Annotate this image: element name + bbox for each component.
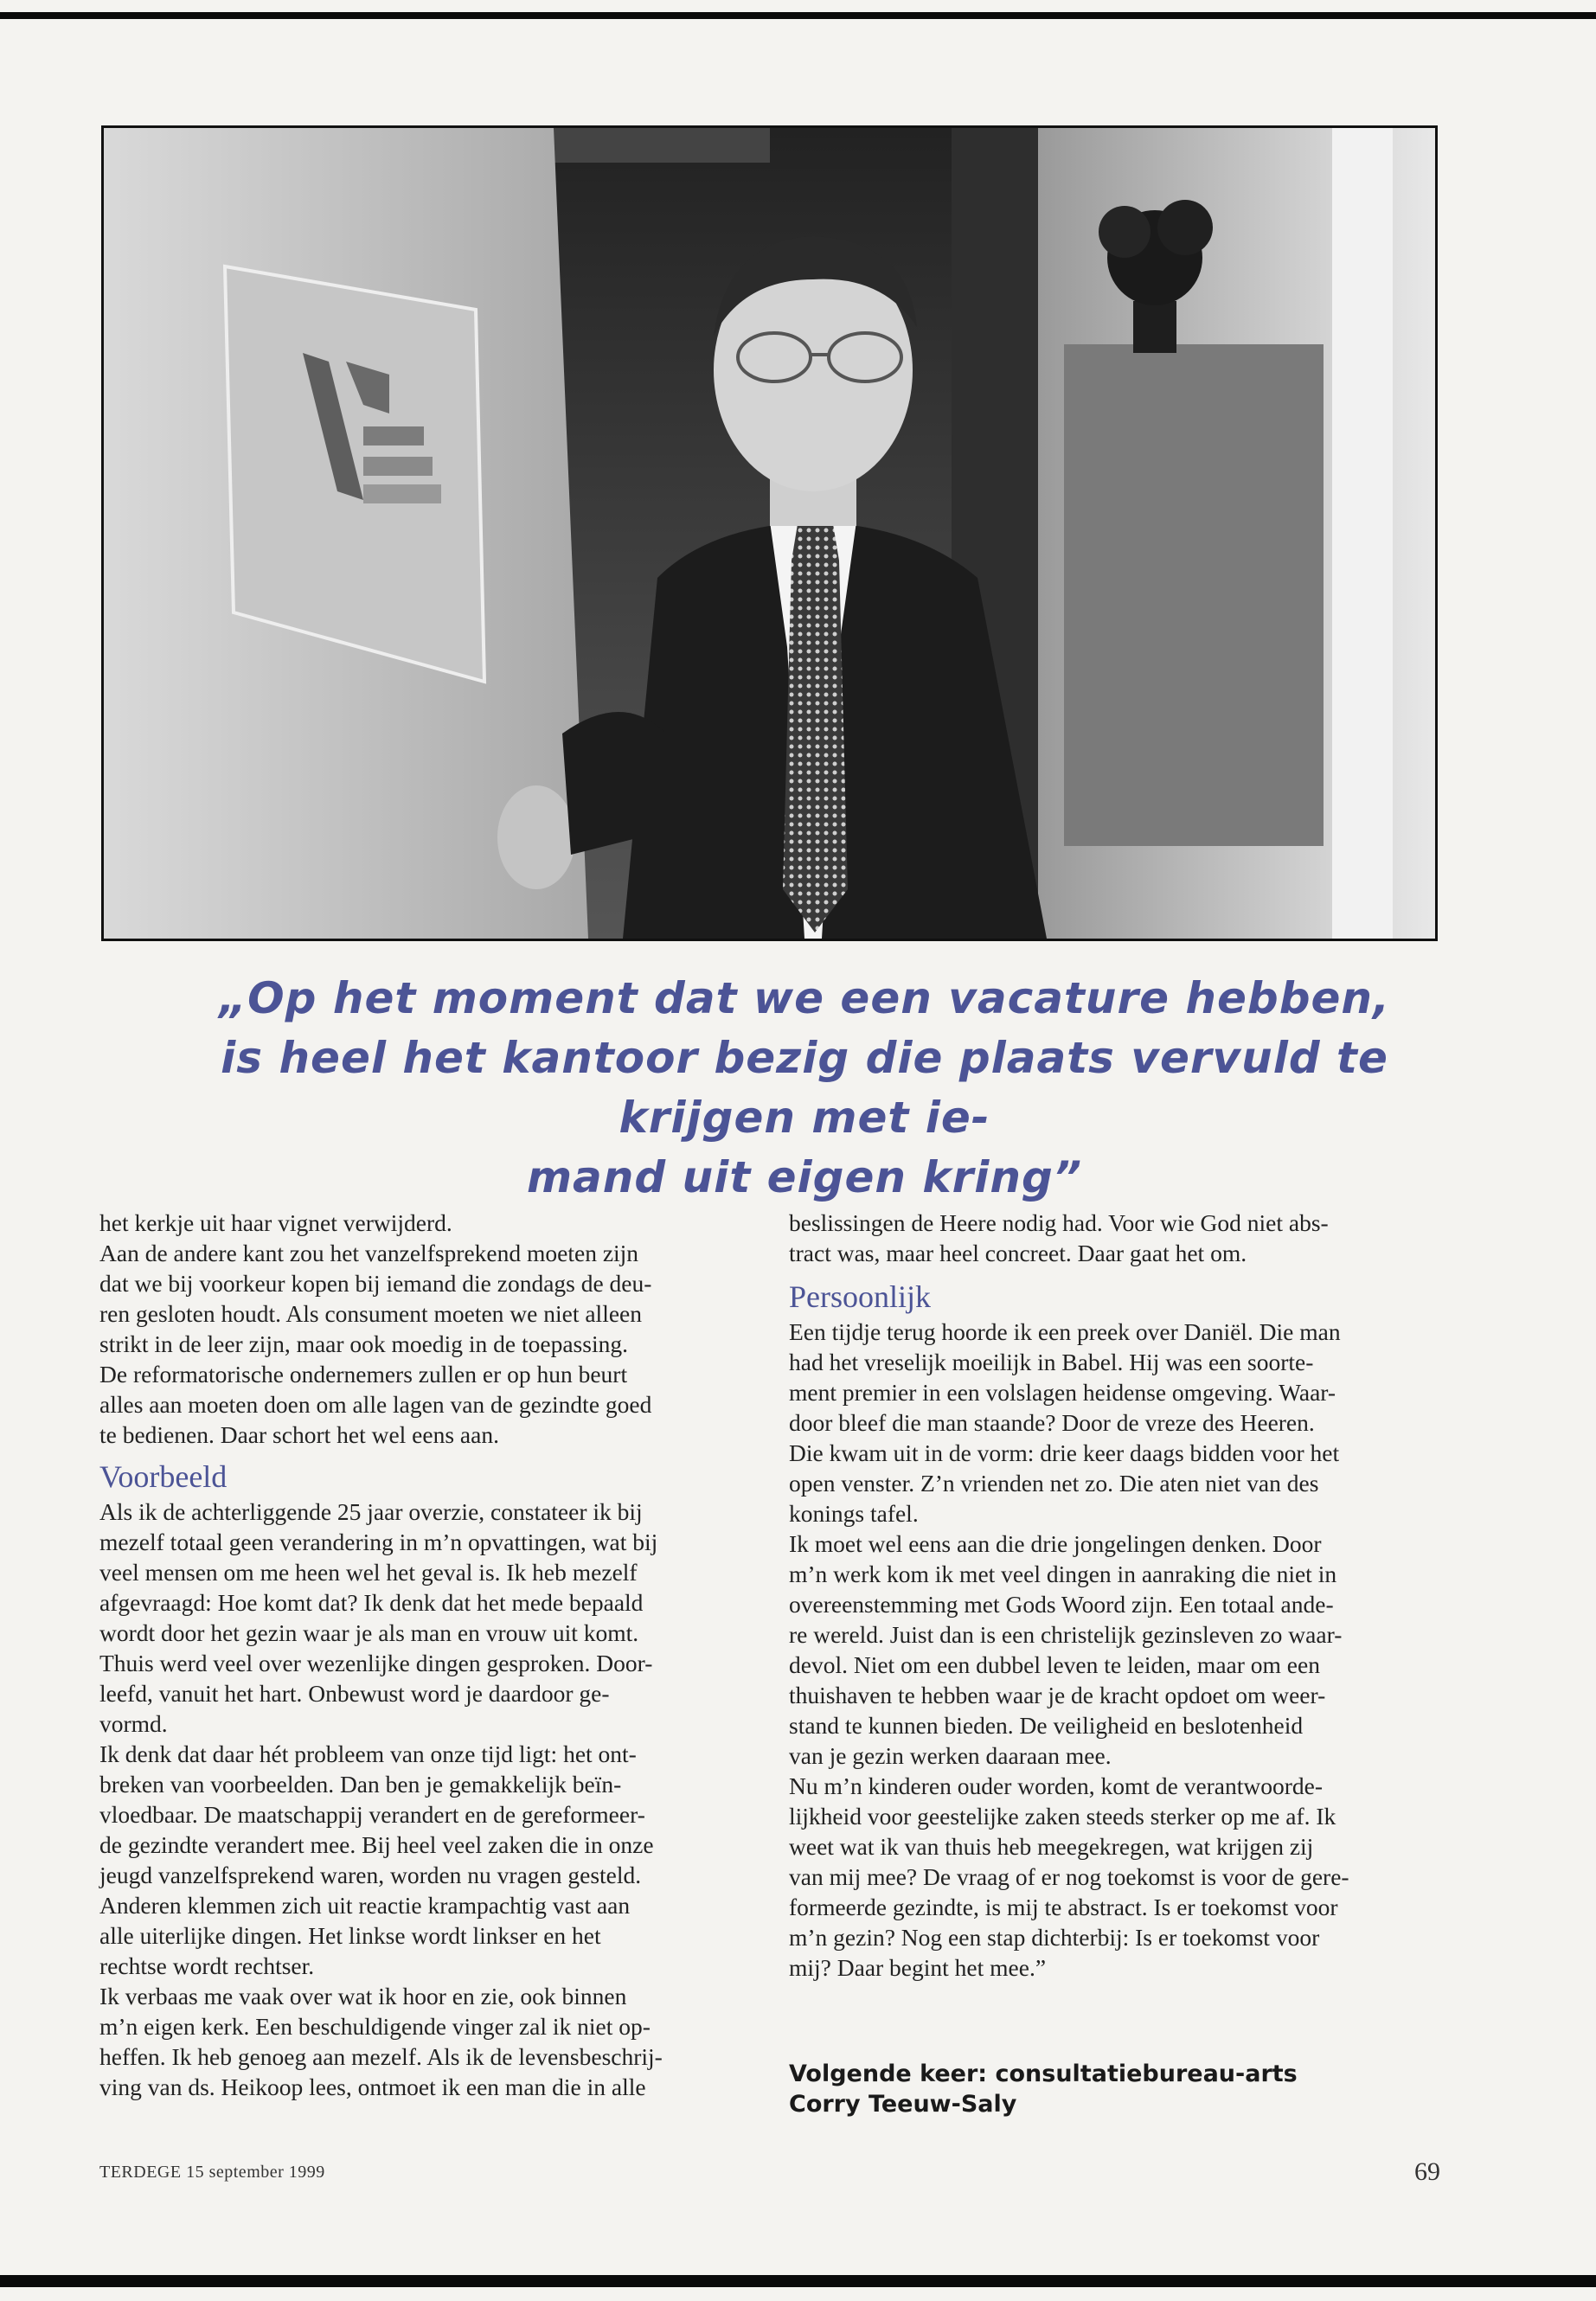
text-line: veel mensen om me heen wel het geval is. Ik heb mezelf <box>99 1559 638 1586</box>
text-line: rechtse wordt rechtser. <box>99 1952 315 1979</box>
text-line: konings tafel. <box>789 1500 919 1527</box>
pull-quote-line-2: is heel het kantoor bezig die plaats vervuld te krijgen met ie- <box>221 1033 1388 1143</box>
left-paragraph-2 <box>99 1497 748 1739</box>
text-line: Ik moet wel eens aan die drie jongelingen denken. Door <box>789 1530 1322 1557</box>
text-line: wordt door het gezin waar je als man en vrouw uit komt. <box>99 1619 639 1646</box>
text-line: Nu m’n kinderen ouder worden, komt de verantwoorde- <box>789 1772 1324 1799</box>
text-line: Die kwam uit in de vorm: drie keer daags bidden voor het <box>789 1439 1340 1466</box>
text-line: ment premier in een volslagen heidense omgeving. Waar- <box>789 1379 1336 1406</box>
text-line: tract was, maar heel concreet. Daar gaat het om. <box>789 1240 1247 1266</box>
text-line: mij? Daar begint het mee.” <box>789 1954 1047 1981</box>
text-line: te bedienen. Daar schort het wel eens aan. <box>99 1421 499 1448</box>
text-line: Ik verbaas me vaak over wat ik hoor en zie, ook binnen <box>99 1983 627 2009</box>
text-line: mezelf totaal geen verandering in m’n opvattingen, wat bij <box>99 1529 658 1555</box>
text-line: de gezindte verandert mee. Bij heel veel zaken die in onze <box>99 1831 654 1858</box>
top-rule <box>0 12 1596 19</box>
text-line: m’n eigen kerk. Een beschuldigende vinger zal ik niet op- <box>99 2013 651 2040</box>
text-line: Aan de andere kant zou het vanzelfsprekend moeten zijn <box>99 1240 639 1266</box>
text-line: open venster. Z’n vrienden net zo. Die aten niet van des <box>789 1470 1319 1497</box>
text-line: lijkheid voor geestelijke zaken steeds sterker op me af. Ik <box>789 1803 1336 1830</box>
bottom-rule <box>0 2275 1596 2287</box>
text-line: had het vreselijk moeilijk in Babel. Hij was een soorte- <box>789 1349 1314 1375</box>
right-paragraph-3 <box>789 1529 1407 1771</box>
section-heading-voorbeeld: Voorbeeld <box>99 1459 228 1494</box>
section-heading-persoonlijk: Persoonlijk <box>789 1279 932 1314</box>
left-paragraph-3 <box>99 1739 748 1981</box>
text-line: formeerde gezindte, is mij te abstract. Is er toekomst voor <box>789 1894 1338 1920</box>
text-line: thuishaven te hebben waar je de kracht opdoet om weer- <box>789 1682 1326 1708</box>
text-line: afgevraagd: Hoe komt dat? Ik denk dat het mede bepaald <box>99 1589 644 1616</box>
text-line: Thuis werd veel over wezenlijke dingen gesproken. Door- <box>99 1650 653 1676</box>
portrait-photo-illustration <box>104 128 1435 939</box>
right-paragraph-2 <box>789 1317 1407 1529</box>
text-line: Als ik de achterliggende 25 jaar overzie, constateer ik bij <box>99 1498 643 1525</box>
right-paragraph-4 <box>789 1771 1407 1983</box>
right-paragraph-1 <box>789 1208 1407 1268</box>
text-line: Een tijdje terug hoorde ik een preek over Daniël. Die man <box>789 1318 1341 1345</box>
text-line: door bleef die man staande? Door de vreze des Heeren. <box>789 1409 1315 1436</box>
pull-quote-line-3: mand uit eigen kring” <box>526 1152 1083 1202</box>
next-episode-note <box>789 2059 1412 2119</box>
text-line: Anderen klemmen zich uit reactie krampachtig vast aan <box>99 1892 631 1919</box>
text-line: alles aan moeten doen om alle lagen van de gezindte goed <box>99 1391 652 1418</box>
text-line: devol. Niet om een dubbel leven te leiden, maar om een <box>789 1651 1320 1678</box>
text-line: jeugd vanzelfsprekend waren, worden nu vragen gesteld. <box>99 1862 642 1888</box>
page-number: 69 <box>1414 2157 1440 2186</box>
footer-publication: TERDEGE 15 september 1999 <box>99 2163 325 2182</box>
text-line: alle uiterlijke dingen. Het linkse wordt linkser en het <box>99 1922 601 1949</box>
right-column <box>789 1208 1407 1983</box>
text-line: heffen. Ik heb genoeg aan mezelf. Als ik de levensbeschrij- <box>99 2043 663 2070</box>
text-line: stand te kunnen bieden. De veiligheid en beslotenheid <box>789 1712 1304 1739</box>
text-line: m’n gezin? Nog een stap dichterbij: Is er toekomst voor <box>789 1924 1320 1951</box>
text-line: leefd, vanuit het hart. Onbewust word je daardoor ge- <box>99 1680 610 1707</box>
left-column <box>99 1208 748 2102</box>
text-line: Ik denk dat daar hét probleem van onze tijd ligt: het ont- <box>99 1740 637 1767</box>
text-line: vormd. <box>99 1710 168 1737</box>
text-line: strikt in de leer zijn, maar ook moedig in de toepassing. <box>99 1330 628 1357</box>
text-line: beslissingen de Heere nodig had. Voor wie God niet abs- <box>789 1209 1329 1236</box>
text-line: dat we bij voorkeur kopen bij iemand die zondags de deu- <box>99 1270 652 1297</box>
text-line: weet wat ik van thuis heb meegekregen, wat krijgen zij <box>789 1833 1314 1860</box>
next-episode-line-1: Volgende keer: consultatiebureau-arts <box>789 2061 1298 2087</box>
article-photo <box>101 125 1438 941</box>
text-line: vloedbaar. De maatschappij verandert en de gereformeer- <box>99 1801 645 1828</box>
text-line: van je gezin werken daaraan mee. <box>789 1742 1112 1769</box>
left-paragraph-4 <box>99 1981 748 2102</box>
pull-quote <box>208 969 1401 1208</box>
text-line: breken van voorbeelden. Dan ben je gemakkelijk beïn- <box>99 1771 622 1798</box>
pull-quote-line-1: „Op het moment dat we een vacature hebben, <box>218 973 1391 1023</box>
text-line: De reformatorische ondernemers zullen er op hun beurt <box>99 1361 628 1388</box>
text-line: ving van ds. Heikoop lees, ontmoet ik een man die in alle <box>99 2073 646 2100</box>
text-line: re wereld. Juist dan is een christelijk gezinsleven zo waar- <box>789 1621 1343 1648</box>
text-line: van mij mee? De vraag of er nog toekomst is voor de gere- <box>789 1863 1349 1890</box>
text-line: het kerkje uit haar vignet verwijderd. <box>99 1209 452 1236</box>
next-episode-line-2: Corry Teeuw-Saly <box>789 2091 1017 2118</box>
text-line: m’n werk kom ik met veel dingen in aanraking die niet in <box>789 1561 1337 1587</box>
text-line: ren gesloten houdt. Als consument moeten we niet alleen <box>99 1300 642 1327</box>
text-line: overeenstemming met Gods Woord zijn. Een totaal ande- <box>789 1591 1334 1618</box>
left-paragraph-1 <box>99 1208 748 1450</box>
